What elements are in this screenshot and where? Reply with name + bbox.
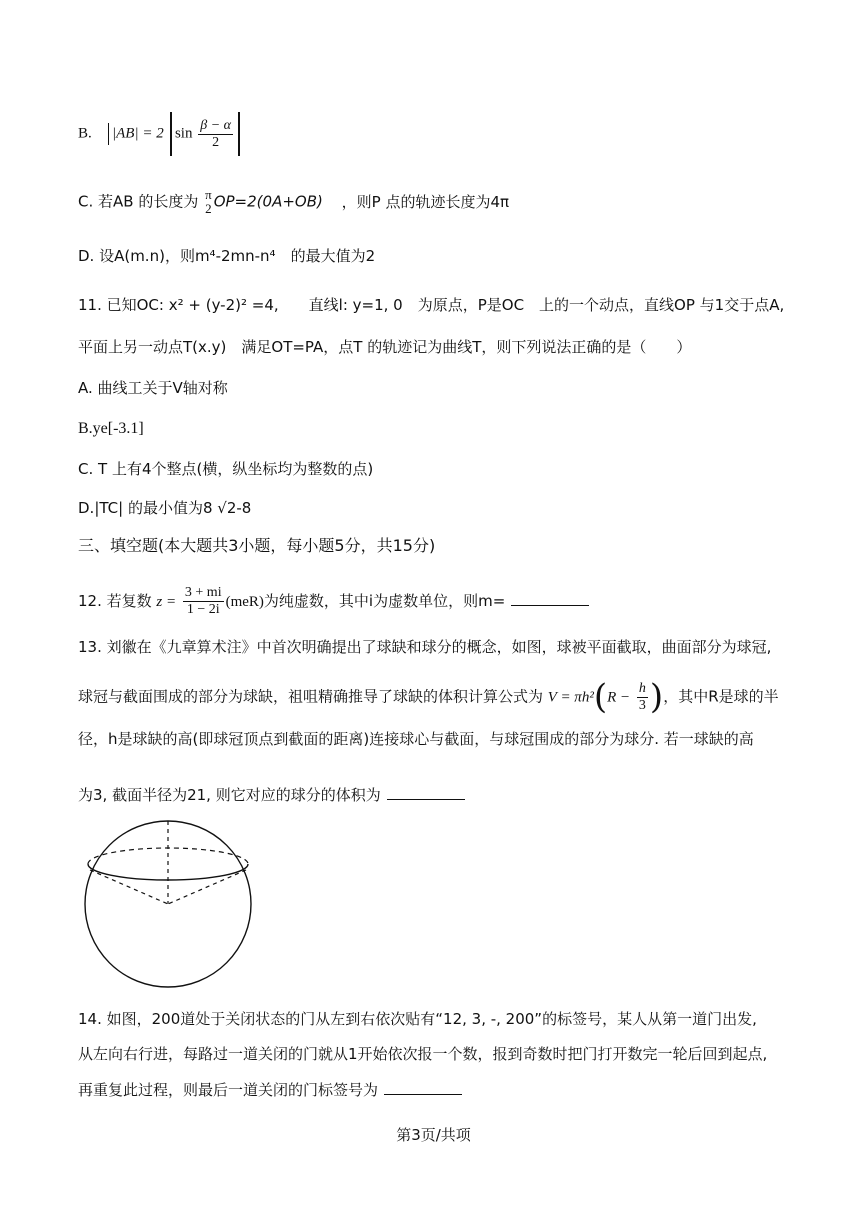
paren-right: ) [649,677,664,717]
q13-line3: 径，h是球缺的高(即球冠顶点到截面的距离)连接球心与截面，与球冠围成的部分为球分. 若一球缺的高 [78,730,754,748]
q11-option-d: D.|TC| 的最小值为8 √2-8 [78,499,252,517]
q13-line2 [78,677,779,717]
q12-numerator: 3 + mi [184,585,222,600]
q12 [78,585,589,618]
page-footer: 第3页/共项 [396,1126,471,1144]
q10-option-c [78,188,509,216]
q14-line2: 从左向右行进，每路过一道关闭的门就从1开始依次报一个数，报到奇数时把门打开数完一轮后回到起点, [78,1045,768,1063]
q11-option-b: B.ye[-3.1] [78,420,144,437]
q13-formula-r: R − [607,689,631,706]
q13-line4 [78,783,465,806]
q13-text-a: 球冠与截面围成的部分为球缺，祖咀精确推导了球缺的体积计算公式为 [78,687,544,706]
pi-numerator: π [205,187,212,202]
q13-numerator: h [638,680,646,696]
q11-option-c: C. T 上有4个整点(横，纵坐标均为整数的点) [78,460,374,478]
option-d-text: D. 设A(m.n)，则m⁴-2mn-n⁴ 的最大值为2 [78,247,376,265]
fraction-denominator: 2 [212,134,220,150]
q10-option-d [78,245,375,267]
q14-line3 [78,1078,462,1101]
sin-text: sin [174,125,193,142]
q13-text-b: ，其中R是球的半 [663,687,779,706]
q13-line1: 13. 刘徽在《九章算术注》中首次明确提出了球缺和球分的概念，如图，球被平面截取，曲面部分为球冠, [78,638,772,656]
q12-z: z = [156,594,177,610]
q11-line1: 11. 已知OC: x² + (y-2)² =4, 直线l: y=1, 0 为原点，P是OC 上的一个动点，直线OP 与1交于点A, [78,296,785,314]
abs-bar-left [108,123,110,145]
option-c-text2: ，则P 点的轨迹长度为4π [341,192,510,211]
q12-suffix: 为纯虚数，其中i为虚数单位，则m= [263,592,506,610]
fraction-numerator: β − α [200,117,232,133]
q13-answer-blank[interactable] [387,783,465,800]
q11-option-a: A. 曲线工关于V轴对称 [78,379,228,397]
paren-left: ( [593,677,608,717]
abs-bar-right [238,112,240,156]
formula-lhs: |AB| = 2 [112,125,164,142]
radius-right [168,870,246,904]
q14-line1: 14. 如图，200道处于关闭状态的门从左到右依次贴有“12, 3, -, 200”的标签号，某人从第一道门出发, [78,1010,757,1028]
q12-denominator: 1 − 2i [186,602,220,617]
q12-prefix: 12. 若复数 [78,592,152,610]
q12-answer-blank[interactable] [511,589,589,606]
q14-text: 再重复此过程，则最后一道关闭的门标签号为 [78,1081,379,1099]
q12-mid: (meR) [225,594,264,610]
q13-denominator: 3 [638,697,646,713]
q13-text: 为3, 截面半径为21, 则它对应的球分的体积为 [78,786,381,804]
sphere-figure [78,812,258,992]
pi-fraction [203,188,214,216]
option-c-formula: OP=2(0A+OB) [213,192,323,211]
pi-denominator: 2 [205,201,212,216]
q10-option-b [78,112,243,156]
q13-formula-lhs: V = πh² [547,689,594,706]
abs-bar-left-2 [170,112,172,156]
section-title: 三、填空题(本大题共3小题，每小题5分，共15分) [78,536,436,555]
q12-fraction [183,585,224,618]
option-label: B. [78,125,92,142]
q13-fraction [637,681,648,714]
fraction [198,118,233,151]
q14-answer-blank[interactable] [384,1078,462,1095]
option-c-text: C. 若AB 的长度为 [78,192,199,211]
radius-left [90,870,168,904]
q11-line2: 平面上另一动点T(x.y) 满足OT=PA，点T 的轨迹记为曲线T，则下列说法正确的是（ ） [78,338,692,356]
